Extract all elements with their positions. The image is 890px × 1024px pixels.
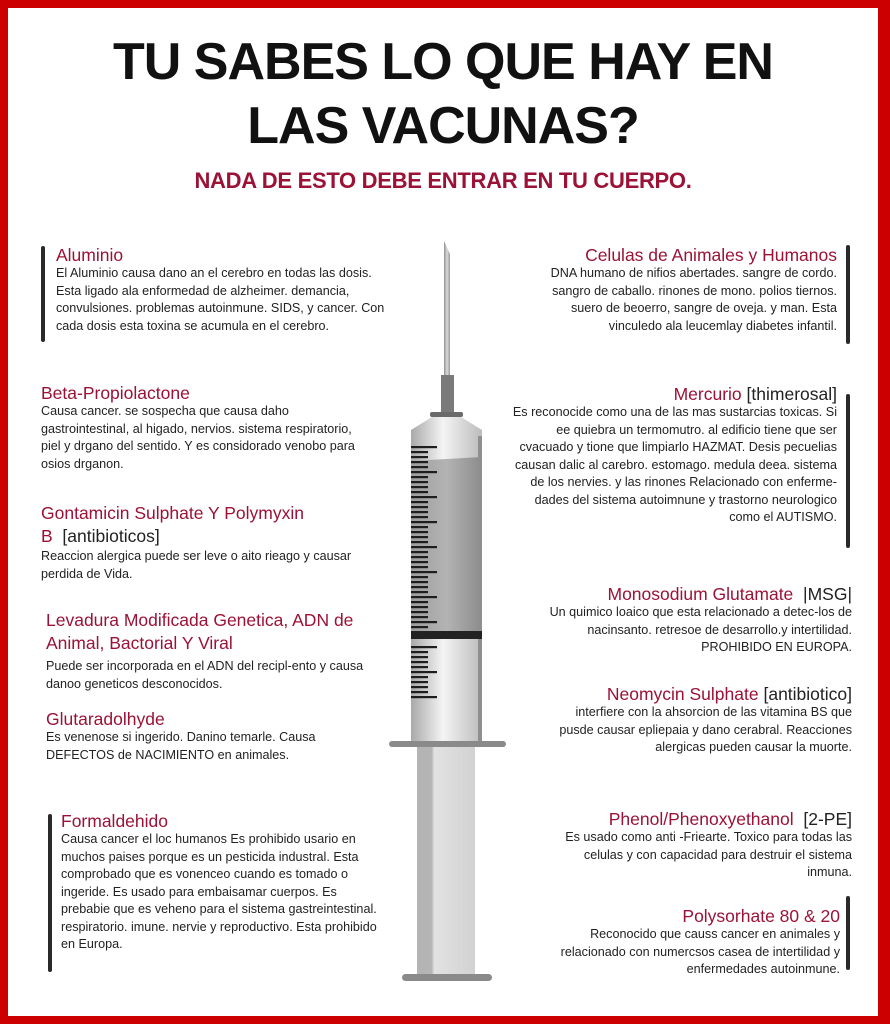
section-mercurio <box>508 384 837 527</box>
graduation-tick <box>411 531 428 533</box>
graduation-tick <box>411 661 428 663</box>
section-glutaradolhyde <box>46 709 366 764</box>
graduation-tick <box>411 446 437 448</box>
graduation-tick <box>411 626 428 628</box>
section-tag: [antibiotico] <box>763 684 852 704</box>
graduation-tick <box>411 611 428 613</box>
section-polysorbate <box>528 906 840 979</box>
section-body: Un quimico loaico que esta relacionado a detec-los de nacinsanto. retresoe de desarrollo.y intertilidad. PROHIBIDO EN EUROPA. <box>549 605 852 654</box>
graduation-tick <box>411 501 428 503</box>
graduation-tick <box>411 666 428 668</box>
graduation-tick <box>411 606 428 608</box>
graduation-tick <box>411 591 428 593</box>
section-neomycin <box>538 684 852 757</box>
section-aluminio <box>56 245 386 335</box>
graduation-tick <box>411 471 437 473</box>
graduation-tick <box>411 596 437 598</box>
graduation-tick <box>411 481 428 483</box>
needle <box>444 241 450 378</box>
section-body: Reconocido que causs cancer en animales y relacionado con numercsos casea de intertilidad y enfermedades autoinmune. <box>560 927 840 976</box>
polysorbate-accent-bar <box>846 896 850 970</box>
graduation-tick <box>411 451 428 453</box>
poster-subtitle: NADA DE ESTO DEBE ENTRAR EN TU CUERPO. <box>194 168 692 193</box>
section-body: Es reconocide como una de las mas sustarcias toxicas. Si ee quiebra un termomutro. al edificio tiene que ser cvacuado y tione que limpiarlo HAZMAT. Desis pecuelias causan dalic al carebro. estomago. medula deea. sistema de los nervies. y las rinones Relacionado con enferme-dades del sistema autoimnune y trastorno neurologico como el AUTISMO. <box>512 405 837 524</box>
poster-title-line-1: TU SABES LO QUE HAY EN <box>113 33 773 91</box>
graduation-tick <box>411 691 428 693</box>
section-msg <box>538 584 852 657</box>
graduation-tick <box>411 486 428 488</box>
section-body: Puede ser incorporada en el ADN del recipl-ento y causa danoo geneticos desconocidos. <box>46 659 364 691</box>
section-heading: Beta-Propiolactone <box>41 383 190 403</box>
graduation-tick <box>411 681 428 683</box>
plunger-thumb-press <box>402 974 492 981</box>
section-celulas <box>528 245 837 335</box>
section-tag: [2-PE] <box>803 809 852 829</box>
finger-flange <box>389 741 506 747</box>
graduation-tick <box>411 696 437 698</box>
section-body: DNA humano de nifios abertades. sangre de cordo. sangro de caballo. rinones de mono. polios tiernos. suero de beoerro, sangre de oveja. y man. Esta vinculedo ala leucemlay diabetes infantil. <box>550 266 837 333</box>
graduation-tick <box>411 676 428 678</box>
hub-flange <box>430 412 463 417</box>
section-body: El Aluminio causa dano an el cerebro en todas las dosis. Esta ligado ala enformedad de alzheimer. demancia, convulsiones. problemas autoinmune. SIDS, y cancer. Con cada dosis esta toxina se acumula en el cerebro. <box>56 266 385 333</box>
section-levadura <box>46 609 376 693</box>
section-tag: [thimerosal] <box>746 384 837 404</box>
needle-hub <box>441 375 454 415</box>
graduation-tick <box>411 496 437 498</box>
graduation-tick <box>411 571 437 573</box>
mercurio-accent-bar <box>846 394 850 548</box>
section-gontamicin <box>41 502 361 583</box>
section-tag: |MSG| <box>803 584 852 604</box>
graduation-tick <box>411 551 428 553</box>
section-heading: Mercurio [thimerosal] <box>673 384 837 404</box>
graduation-tick <box>411 556 428 558</box>
section-heading: Aluminio <box>56 245 124 265</box>
graduation-tick <box>411 621 437 623</box>
section-body: Causa cancer el loc humanos Es prohibido usario en muchos paises porque es un pesticida industral. Esta comprobado que es vonenceo cuando es tomado o ingeride. Es usado para embaisamar cuerpos. Es prebabie que es veheno para el sistema gastreintestinal. respiratorio. imune. nervie y reproductivo. Esta prohibido en Europa. <box>61 832 377 951</box>
formaldehido-accent-bar <box>48 814 52 972</box>
graduation-tick <box>411 671 437 673</box>
graduation-tick <box>411 476 428 478</box>
graduation-tick <box>411 656 428 658</box>
graduation-tick <box>411 466 428 468</box>
graduation-tick <box>411 516 428 518</box>
graduation-tick <box>411 541 428 543</box>
section-body: Es venenose si ingerido. Danino temarle. Causa DEFECTOS de NACIMIENTO en animales. <box>46 730 316 762</box>
section-formaldehido <box>61 811 381 954</box>
graduation-tick <box>411 506 428 508</box>
graduation-tick <box>411 601 428 603</box>
section-body: Es usado como anti -Friearte. Toxico para todas las celulas y con capacidad para destruir el sistema inmuna. <box>565 830 852 879</box>
section-phenol <box>538 809 852 882</box>
graduation-tick <box>411 616 428 618</box>
section-tag: [antibioticos] <box>62 526 160 546</box>
graduation-tick <box>411 546 437 548</box>
graduation-tick <box>411 456 428 458</box>
section-heading: Phenol/Phenoxyethanol [2-PE] <box>608 809 852 829</box>
graduation-tick <box>411 651 428 653</box>
section-body: interfiere con la ahsorcion de las vitamina BS que pusde causar epliepaia y dano cerabral. Reacciones alergicas pueden causar la muorte. <box>559 705 852 754</box>
graduation-tick <box>411 581 428 583</box>
section-heading: Levadura Modificada Genetica, ADN de Animal, Bactorial Y Viral <box>46 610 354 653</box>
graduation-tick <box>411 561 428 563</box>
graduation-tick <box>411 576 428 578</box>
graduation-tick <box>411 526 428 528</box>
graduation-tick <box>411 586 428 588</box>
barrel-cone <box>411 417 482 438</box>
graduation-tick <box>411 511 428 513</box>
poster-title-line-2: LAS VACUNAS? <box>247 97 639 155</box>
graduation-tick <box>411 566 428 568</box>
plunger-seal <box>411 631 482 639</box>
poster <box>8 8 878 1016</box>
section-heading: Celulas de Animales y Humanos <box>585 245 837 265</box>
graduation-tick <box>411 461 428 463</box>
graduation-tick <box>411 686 428 688</box>
section-heading: Formaldehido <box>61 811 168 831</box>
aluminio-accent-bar <box>41 246 45 342</box>
section-beta-propiolactone <box>41 383 361 473</box>
graduation-tick <box>411 536 428 538</box>
section-body: Reaccion alergica puede ser leve o aito rieago y causar perdida de Vida. <box>41 549 352 581</box>
section-heading: Monosodium Glutamate |MSG| <box>607 584 852 604</box>
section-heading: Gontamicin Sulphate Y Polymyxin B [antibioticos] <box>41 503 304 546</box>
graduation-tick <box>411 646 437 648</box>
section-heading: Glutaradolhyde <box>46 709 165 729</box>
celulas-accent-bar <box>846 245 850 344</box>
section-heading: Polysorhate 80 & 20 <box>682 906 840 926</box>
section-body: Causa cancer. se sospecha que causa daho gastrointestinal, al higado, nervios. sistema respiratorio, piel y drgano del sentido. Y es considorado venobo para osios drganon. <box>41 404 355 471</box>
graduation-tick <box>411 521 437 523</box>
plunger-rod <box>417 747 475 977</box>
section-heading: Neomycin Sulphate [antibiotico] <box>606 684 852 704</box>
graduation-tick <box>411 491 428 493</box>
